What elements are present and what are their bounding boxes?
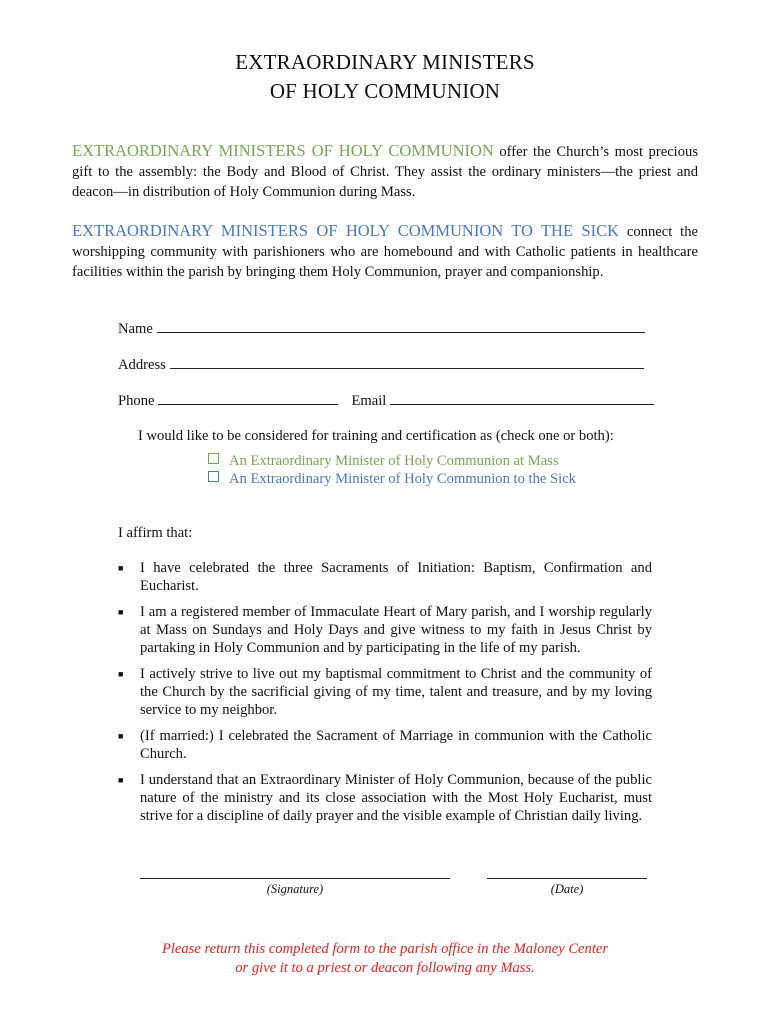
email-input-line[interactable] — [390, 390, 654, 405]
signature-label: (Signature) — [266, 882, 324, 896]
name-input-line[interactable] — [157, 318, 645, 333]
address-input-line[interactable] — [170, 354, 644, 369]
bullet-icon: ■ — [118, 775, 124, 785]
affirm-item-3: I actively strive to live out my baptismal commitment to Christ and the community of the Church by the sacrificial giving of my time, talent and treasure, and by my loving service to my neighbor. — [140, 666, 652, 718]
list-item — [118, 771, 652, 825]
date-line[interactable] — [487, 878, 647, 879]
affirm-item-1: I have celebrated the three Sacraments of Initiation: Baptism, Confirmation and Eucharist. — [140, 560, 652, 594]
affirm-item-2: I am a registered member of Immaculate Heart of Mary parish, and I worship regularly at Mass on Sundays and Holy Days and give witness to my faith in Jesus Christ by partaking in Holy Communion and by participating in the life of my parish. — [140, 604, 652, 656]
name-field[interactable] — [118, 318, 645, 339]
intro-lead-mass: EXTRAORDINARY MINISTERS OF HOLY COMMUNION — [72, 141, 494, 160]
bullet-icon: ■ — [118, 731, 124, 741]
intro-text-mass: offer the Church’s most precious gift to the assembly: the Body and Blood of Christ. They assist the ordinary ministers—the priest and deacon—in distribution of Holy Communion during Mass. — [72, 144, 698, 200]
intro-paragraph-sick — [72, 221, 698, 282]
name-label: Name — [118, 321, 153, 337]
list-item — [118, 727, 652, 763]
footer-line-1: Please return this completed form to the parish office in the Maloney Center — [161, 941, 609, 957]
affirm-heading: I affirm that: — [118, 525, 193, 541]
checkbox-sick[interactable] — [208, 471, 219, 482]
list-item — [118, 559, 652, 595]
bullet-icon: ■ — [118, 669, 124, 679]
affirm-item-5: I understand that an Extraordinary Minister of Holy Communion, because of the public nature of the ministry and its close association with the Most Holy Eucharist, must strive for a discipline of daily prayer and the visible example of Christian daily living. — [140, 772, 652, 824]
option-mass[interactable] — [208, 452, 559, 470]
phone-label: Phone — [118, 393, 155, 409]
title-line-1: EXTRAORDINARY MINISTERS — [235, 50, 535, 74]
bullet-icon: ■ — [118, 563, 124, 573]
phone-email-row — [118, 390, 654, 411]
option-sick-label: An Extraordinary Minister of Holy Communion to the Sick — [229, 471, 576, 487]
affirm-item-4: (If married:) I celebrated the Sacrament of Marriage in communion with the Catholic Church. — [140, 728, 652, 762]
email-label: Email — [351, 393, 387, 409]
list-item — [118, 665, 652, 719]
affirm-list — [118, 559, 652, 825]
checkbox-mass[interactable] — [208, 453, 219, 464]
signature-line[interactable] — [140, 878, 450, 879]
phone-input-line[interactable] — [158, 390, 338, 405]
intro-lead-sick: EXTRAORDINARY MINISTERS OF HOLY COMMUNION TO THE SICK — [72, 221, 620, 240]
title-line-2: OF HOLY COMMUNION — [269, 79, 501, 103]
consider-instructions: I would like to be considered for training and certification as (check one or both): — [138, 428, 614, 444]
option-mass-label: An Extraordinary Minister of Holy Communion at Mass — [229, 453, 559, 469]
intro-text-sick: connect the worshipping community with parishioners who are homebound and with Catholic patients in healthcare facilities within the parish by bringing them Holy Communion, prayer and companionship. — [72, 224, 698, 280]
footer-line-2: or give it to a priest or deacon following any Mass. — [235, 960, 535, 976]
bullet-icon: ■ — [118, 607, 124, 617]
address-label: Address — [118, 357, 166, 373]
date-label: (Date) — [550, 882, 584, 896]
return-instructions — [0, 940, 770, 978]
option-sick[interactable] — [208, 470, 576, 488]
intro-paragraph-mass — [72, 141, 698, 202]
page-title — [0, 48, 770, 106]
list-item — [118, 603, 652, 657]
address-field[interactable] — [118, 354, 644, 375]
